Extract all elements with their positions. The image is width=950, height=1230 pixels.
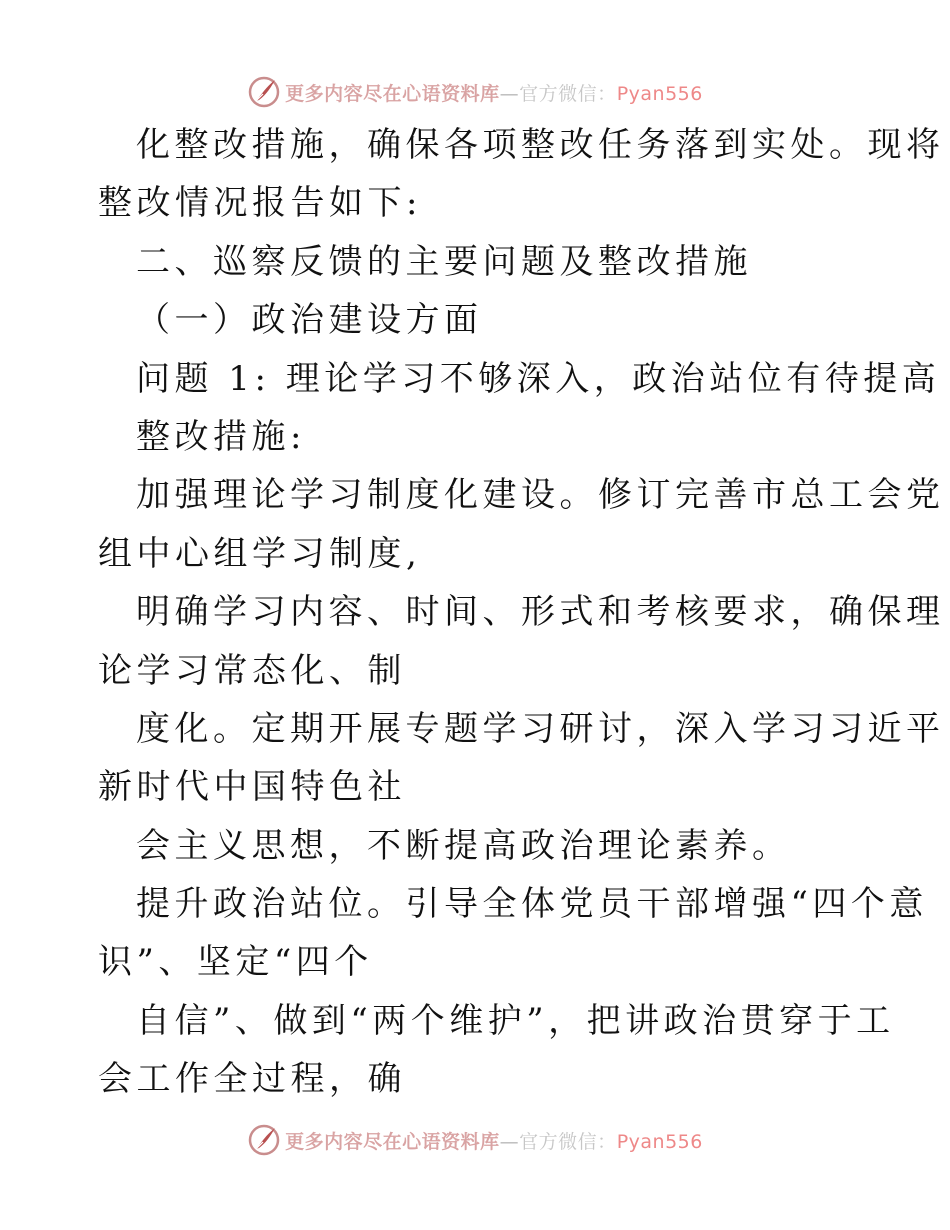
feather-quill-icon [247, 75, 281, 109]
watermark-subtitle: 官方微信： [519, 82, 617, 105]
text-line: 明确学习内容、时间、形式和考核要求，确保理 [136, 592, 945, 633]
watermark-dash: — [499, 1130, 520, 1153]
text-line: 新时代中国特色社 [98, 767, 406, 808]
text-line: 度化。定期开展专题学习研讨，深入学习习近平 [136, 708, 945, 749]
measures-heading: 整改措施: [136, 416, 306, 457]
feather-quill-icon [247, 1123, 281, 1157]
text-line: 整改情况报告如下: [98, 183, 422, 224]
issue-heading: 问题 1: 理论学习不够深入，政治站位有待提高 [136, 358, 941, 399]
watermark-text [285, 79, 703, 106]
text-line: 提升政治站位。引导全体党员干部增强“四个意 [136, 884, 928, 925]
section-heading: 二、巡察反馈的主要问题及整改措施 [136, 241, 752, 282]
watermark-subtitle: 官方微信： [519, 1130, 617, 1153]
text-line: 组中心组学习制度, [98, 533, 422, 574]
text-line: 会工作全过程，确 [98, 1059, 406, 1100]
watermark-account-id: Pyan556 [616, 1130, 703, 1153]
watermark-account-id: Pyan556 [616, 82, 703, 105]
text-line: 化整改措施，确保各项整改任务落到实处。现将 [136, 125, 945, 165]
watermark-dash: — [499, 82, 520, 105]
text-line: 论学习常态化、制 [98, 650, 406, 691]
text-line: 自信”、做到“两个维护”，把讲政治贯穿于工 [136, 1000, 895, 1041]
text-line: 识”、坚定“四个 [98, 942, 373, 983]
watermark-brand: 更多内容尽在心语资料库 [285, 82, 500, 105]
header-watermark [0, 72, 950, 112]
document-body [98, 116, 945, 1109]
footer-watermark [0, 1120, 950, 1160]
watermark-brand: 更多内容尽在心语资料库 [285, 1130, 500, 1153]
subsection-heading: （一）政治建设方面 [136, 300, 483, 341]
watermark-text [285, 1127, 703, 1154]
text-line: 会主义思想，不断提高政治理论素养。 [136, 825, 791, 866]
text-line: 加强理论学习制度化建设。修订完善市总工会党 [136, 475, 945, 516]
